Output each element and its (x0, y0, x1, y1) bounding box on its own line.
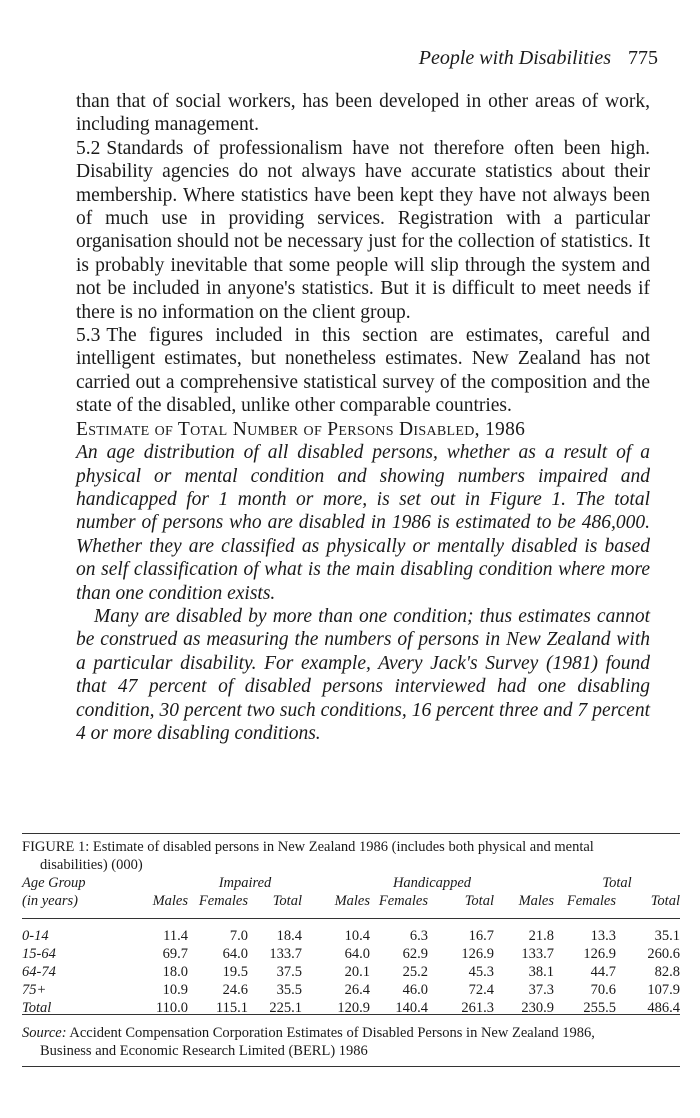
table-cell: 82.8 (654, 964, 680, 980)
table-cell: 24.6 (222, 982, 248, 998)
table-cell: 46.0 (402, 982, 428, 998)
italic-paragraph-1: An age distribution of all disabled persons, whether as a result of a physical or mental condition and showing numbers impaired and handicapped for 1 month or more, is set out in Figure 1. The total number of persons who are disabled in 1986 is estimated to be 486,000. Whether they are classified as physically or mentally disabled is based on self classification of what is the main disabling condition where more than one condition exists. (76, 442, 650, 604)
paragraph-number: 5.2 (76, 137, 101, 159)
paragraph-text: The figures included in this section are estimates, careful and intelligent estimates, but nonetheless estimates. New Zealand has not carried out a comprehensive statistical survey of the composition and the state of the disabled, unlike other comparable countries. (76, 325, 650, 417)
row-age-label: 64-74 (22, 964, 56, 980)
table-cell: 11.4 (163, 928, 188, 944)
table-cell: 7.0 (229, 928, 248, 944)
row-age-label: 75+ (22, 982, 47, 998)
header-total: Total (602, 875, 632, 891)
header-impaired-total: Total (272, 893, 302, 909)
table-cell: 110.0 (155, 1000, 188, 1016)
table-cell: 37.5 (276, 964, 302, 980)
table-cell: 13.3 (590, 928, 616, 944)
table-cell: 133.7 (269, 946, 302, 962)
source-label: Source: (22, 1025, 67, 1041)
table-cell: 69.7 (162, 946, 188, 962)
section-heading-year: 1986 (484, 418, 526, 440)
table-cell: 26.4 (344, 982, 370, 998)
table-cell: 19.5 (222, 964, 248, 980)
table-cell: 133.7 (521, 946, 554, 962)
figure-source (22, 1024, 680, 1060)
figure-caption (22, 838, 680, 874)
header-handicapped: Handicapped (392, 875, 472, 891)
table-cell: 486.4 (647, 1000, 680, 1016)
row-age-label: Total (22, 1000, 52, 1016)
header-total-total: Total (650, 893, 680, 909)
row-age-label: 0-14 (22, 928, 49, 944)
table-cell: 230.9 (521, 1000, 554, 1016)
header-handicapped-males: Males (334, 893, 370, 909)
paragraph-continued: than that of social workers, has been developed in other areas of work, including management. (76, 91, 650, 136)
table-cell: 35.1 (654, 928, 680, 944)
table-sub-header-row (22, 892, 680, 910)
header-in-years: (in years) (22, 893, 78, 909)
figure-caption-line-2: disabilities) (000) (40, 857, 143, 873)
table-cell: 44.7 (590, 964, 616, 980)
figure-table (22, 874, 680, 1017)
header-total-males: Males (518, 893, 554, 909)
table-cell: 21.8 (528, 928, 554, 944)
table-row (22, 981, 680, 999)
table-row (22, 927, 680, 945)
header-handicapped-females: Females (378, 893, 428, 909)
table-cell: 261.3 (461, 1000, 494, 1016)
table-cell: 260.6 (647, 946, 680, 962)
table-cell: 255.5 (583, 1000, 616, 1016)
table-cell: 70.6 (590, 982, 616, 998)
table-cell: 45.3 (468, 964, 494, 980)
header-handicapped-total: Total (464, 893, 494, 909)
header-impaired-females: Females (198, 893, 248, 909)
paragraph-text: Standards of professionalism have not therefore often been high. Disability agencies do not always have accurate statistics about their membership. Where statistics have been kept they have not always been of much use in providing services. Registration with a particular organisation should not be necessary just for the collection of statistics. It is probably inevitable that some people will slip through the system and not be included in anyone's statistics. But it is difficult to meet needs if there is no information on the client group. (76, 137, 650, 323)
header-impaired: Impaired (218, 875, 272, 891)
table-cell: 120.9 (337, 1000, 370, 1016)
table-cell: 16.7 (468, 928, 494, 944)
table-cell: 140.4 (395, 1000, 428, 1016)
table-cell: 126.9 (583, 946, 616, 962)
table-cell: 20.1 (344, 964, 370, 980)
running-head (419, 46, 658, 70)
table-cell: 72.4 (468, 982, 494, 998)
body-text (76, 90, 650, 745)
source-line-1: Accident Compensation Corporation Estimates of Disabled Persons in New Zealand 1986, (69, 1025, 595, 1041)
table-cell: 6.3 (409, 928, 428, 944)
page-number: 775 (628, 47, 658, 69)
table-cell: 107.9 (647, 982, 680, 998)
table-cell: 18.4 (276, 928, 302, 944)
table-group-header-row (22, 874, 680, 892)
paragraph-number: 5.3 (76, 325, 101, 347)
figure-top-rule (22, 833, 680, 834)
row-age-label: 15-64 (22, 946, 56, 962)
table-cell: 25.2 (402, 964, 428, 980)
paragraph-5-2 (76, 137, 650, 324)
table-cell: 126.9 (461, 946, 494, 962)
table-cell: 18.0 (162, 964, 188, 980)
paragraph-5-3 (76, 324, 650, 418)
table-cell: 62.9 (402, 946, 428, 962)
table-cell: 64.0 (344, 946, 370, 962)
figure-caption-line-1: FIGURE 1: Estimate of disabled persons in New Zealand 1986 (includes both physical and mental (22, 839, 594, 855)
table-row (22, 945, 680, 963)
table-cell: 35.5 (276, 982, 302, 998)
table-cell: 10.9 (162, 982, 188, 998)
figure-mid-rule (22, 1014, 680, 1015)
header-age-group: Age Group (22, 875, 86, 891)
table-cell: 10.4 (344, 928, 370, 944)
figure-bottom-rule (22, 1066, 680, 1067)
table-cell: 225.1 (269, 1000, 302, 1016)
header-total-females: Females (566, 893, 616, 909)
section-heading (76, 418, 650, 441)
table-cell: 37.3 (528, 982, 554, 998)
table-cell: 115.1 (215, 1000, 248, 1016)
section-heading-text: Estimate of Total Number of Persons Disabled, (76, 418, 480, 440)
table-cell: 38.1 (528, 964, 554, 980)
source-line-2: Business and Economic Research Limited (BERL) 1986 (40, 1043, 368, 1059)
table-cell: 64.0 (222, 946, 248, 962)
table-row (22, 963, 680, 981)
running-head-title: People with Disabilities (418, 47, 611, 69)
header-impaired-males: Males (152, 893, 188, 909)
italic-paragraph-2: Many are disabled by more than one condition; thus estimates cannot be construed as measuring the numbers of persons in New Zealand with a particular disability. For example, Avery Jack's Survey (1981) found that 47 percent of disabled persons interviewed had one disabling condition, 30 percent two such conditions, 16 percent three and 7 percent 4 or more disabling conditions. (76, 605, 650, 744)
